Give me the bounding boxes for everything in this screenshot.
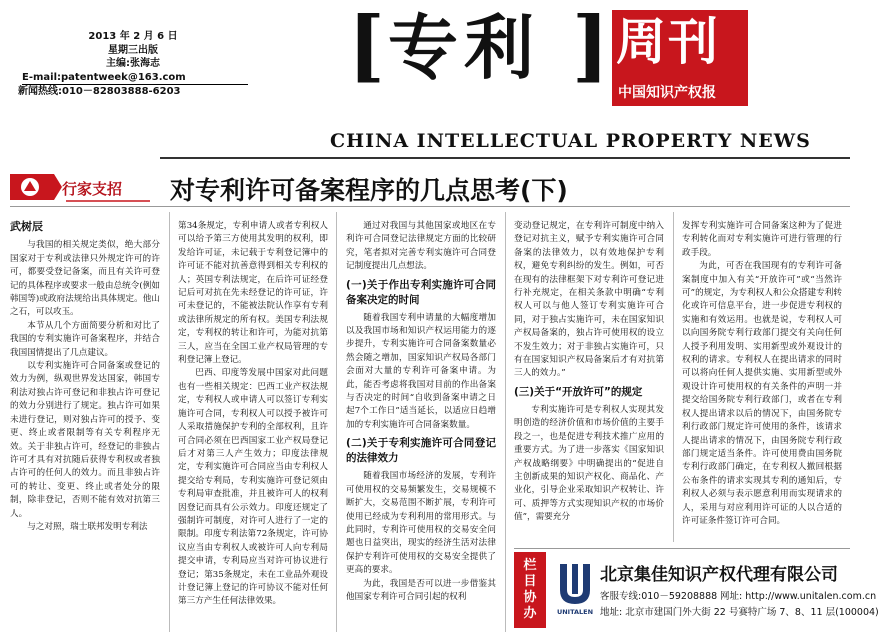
column-divider	[505, 212, 506, 632]
section-heading: (一)关于作出专利实施许可合同备案决定的时间	[346, 278, 496, 306]
logo-bracket-close: ]	[572, 0, 609, 91]
paragraph: 发挥专利实施许可合同备案这种为了促进专利转化而对专利实施许可进行管理的行政手段。	[682, 221, 842, 258]
paragraph: 随着我国专利申请量的大幅度增加以及我国市场和知识产权运用能力的逐步提升，专利实施许可合同备案数量必然会随之增加，国家知识产权局各部门会面对大量的专利许可备案申请。为此，能否考虑将我国对目前的作出备案与否决定的时间“自收到备案申请之日起7个工作日”适当延长，以适应日趋增加的专利实施许可合同备案数量。	[346, 312, 496, 430]
weekday-edition: 星期三出版	[108, 44, 158, 56]
sponsor-address: 地址: 北京市建国门外大街 22 号赛特广场 7、8、11 层(100004)	[600, 607, 879, 618]
article-author: 武树辰	[10, 220, 43, 233]
masthead-divider	[160, 157, 850, 159]
section-heading: (三)关于“开放许可”的规定	[514, 385, 643, 398]
paragraph: 专利实施许可是专利权人实现其发明创造的经济价值和市场价值的主要手段之一，也是促进专利技术推广应用的重要方式。为了进一步落实《国家知识产权战略纲要》中明确提出的“促进自主创新成果的知识产权化、商品化、产业化，引导企业采取知识产权转让、许可、质押等方式实现知识产权的市场价值”，需要充分	[514, 404, 664, 523]
paragraph: 通过对我国与其他国家或地区在专利许可合同登记法律规定方面的比较研究，笔者拟对完善专利实施许可合同登记制度提出几点想法。	[346, 221, 496, 272]
paragraph: 与之对照，瑞士联邦发明专利法	[27, 521, 148, 532]
paragraph: 变动登记规定，在专利许可制度中纳入登记对抗主义，赋予专利实施许可合同备案的法律效力，以有效地保护专利权，避免专利纠纷的发生。例如，可否在现有的法律框架下对专利许可登记进行补充规定，在相关条款中明确“专利权人可以与他人签订专利实施许可合同，对于独占实施许可，未在国家知识产权局备案的，独占许可使用权的设立不发生效力；对于非独占实施许可，只有在国家知识产权局备案后才有对抗第三人的效力。”	[514, 221, 664, 379]
paragraph: 随着我国市场经济的发展，专利许可使用权的交易频繁发生，交易规模不断扩大，交易范围不断扩展，专利许可使用已经成为专利利用的常用形式。与此同时，专利许可使用权的交易安全问题也日益突出，现实的经济生活对法律保护专利许可使用权的交易安全提供了更高的要求。	[346, 471, 496, 576]
paragraph: 本节从几个方面简要分析和对比了我国的专利实施许可备案程序，并结合我国国情提出了几点建议。	[10, 320, 160, 358]
paragraph: 第34条规定，专利申请人或者专利权人可以给予第三方使用其发明的权利，即发给许可证，未记载于专利登记簿中的许可证不能对抗善意得到相关专利权的人；英国专利法规定，在后许可证经登记后可对抗在先未经登记的许可证，许可未登记的，不能被法院认作享有专利或法律所规定的所有权。美国专利法规定，专利权的转让和许可，为能对抗第三人，应当在全国工业产权局管理的专利登记簿上登记。	[178, 221, 328, 366]
sponsor-website: 网址: http://www.unitalen.com.cn	[720, 591, 877, 602]
sponsor-phone: 客服专线:010－59208888	[600, 591, 718, 602]
paragraph: 以专利实施许可合同备案或登记的效力为例，纵观世界发达国家，韩国专利法对独占许可登记和非独占许可登记的效力分别进行了规定。独占许可如果未进行登记，则对独占许可的授予、变更、终止或者限制等有关专利程序无效。关于非独占许可，经登记的非独占许可才具有对抗随后获得专利权或者独占许可的任何人的效力。而且非独占许可的转让、变更、终止或者处分的限制，除非登记，否则不能有效对抗第三人。	[10, 361, 160, 519]
article-column-2	[178, 220, 328, 632]
newspaper-name: 中国知识产权报	[618, 85, 716, 101]
issue-date: 2013 年 2 月 6 日	[88, 31, 178, 42]
paragraph: 为此，我国是否可以进一步借鉴其他国家专利许可合同引起的权利	[346, 578, 496, 602]
paragraph: 为此，可否在我国现有的专利许可备案制度中加入有关“开放许可”或“当然许可”的规定，为专利权人和公众搭建专利转化或许可信息平台，进一步促进专利权的实施和有效运用。也就是说，专利权人可以向国务院专利行政部门提交有关向任何人授予利用发明、实用新型或外观设计的权利的请求。专利权人在提出请求的同时可以将向任何人提供实施、实用新型或外观设计许可使用权的有关条件的声明一并提交给国务院专利行政部门，或者在专利权人提出请求以后的情况下，由国务院专利行政部门规定许可使用的条件，该请求人提出请求的情况下，由国务院专利行政部门规定适当条件。许可使用费由国务院专利行政部门确定，在专利权人撤回根据公布条件的请求实现其专利的通知后，专利权人必须与表示愿意利用而实现请求的人，采用与对应利用许可证的人以合适的许可证条件签订许可合同。	[682, 261, 842, 526]
logo-bracket-open: [	[348, 0, 385, 91]
column-tag: 行家支招	[62, 180, 123, 198]
email: E-mail:patentweek@163.com	[22, 71, 248, 86]
article-column-5	[682, 220, 842, 542]
headline-divider	[10, 206, 850, 207]
article-column-4	[514, 220, 664, 542]
column-divider	[169, 212, 170, 632]
sponsor-company: 北京集佳知识产权代理有限公司	[600, 565, 838, 585]
news-hotline: 新闻热线:010－82803888-6203	[18, 86, 181, 97]
editor: 主编:张海志	[106, 58, 160, 69]
logo-title: 专利	[388, 7, 540, 89]
article-column-1	[10, 220, 160, 632]
column-divider	[336, 212, 337, 632]
weekly-logo-text: 周刊	[616, 13, 720, 71]
article-column-3	[346, 220, 496, 632]
column-divider	[673, 212, 674, 542]
english-title: CHINA INTELLECTUAL PROPERTY NEWS	[330, 130, 811, 152]
publication-info	[18, 30, 248, 99]
weekly-logo-box	[612, 10, 748, 106]
sponsor-side-label	[514, 552, 546, 628]
sponsor-side-text: 栏目协办	[523, 558, 537, 621]
section-heading: (二)关于专利实施许可合同登记的法律效力	[346, 437, 496, 465]
paragraph: 巴西、印度等发展中国家对此问题也有一些相关规定：巴西工业产权法规定，专利权人或申请人可以签订专利实施许可合同，专利权人可以授予被许可人采取措施保护专利的全部权利，且许可合同必须在巴西国家工业产权局登记后才对第三人产生效力；印度法律规定，专利实施许可合同应当由专利权人提交给专利局，专利实施许可登记须由专利局审查批准，并且被许可人的权利因登记而具有公示效力。印度还规定了强制许可制度，对许可人进行了一定的限制。印度专利法第72条规定，许可协议应当由专利权人或被许可人向专利局提交申请，专利局应当对许可协议进行登记；第35条规定，未在工业品外观设计登记簿上登记的许可协议不能对任何第三方产生任何法律效果。	[178, 368, 328, 607]
unitalen-logo-text: UNITALEN	[556, 608, 594, 616]
unitalen-logo	[552, 560, 598, 616]
paragraph: 与我国的相关规定类似，绝大部分国家对于专利或法律只外规定许可的许可，都要受登记备案，而且有关许可登记的具体程序或要求一般由总统令(例如韩国等)或政府法规给出具体规定。他山之石，可以攻玉。	[10, 240, 160, 318]
article-headline: 对专利许可备案程序的几点思考(下)	[170, 176, 568, 205]
